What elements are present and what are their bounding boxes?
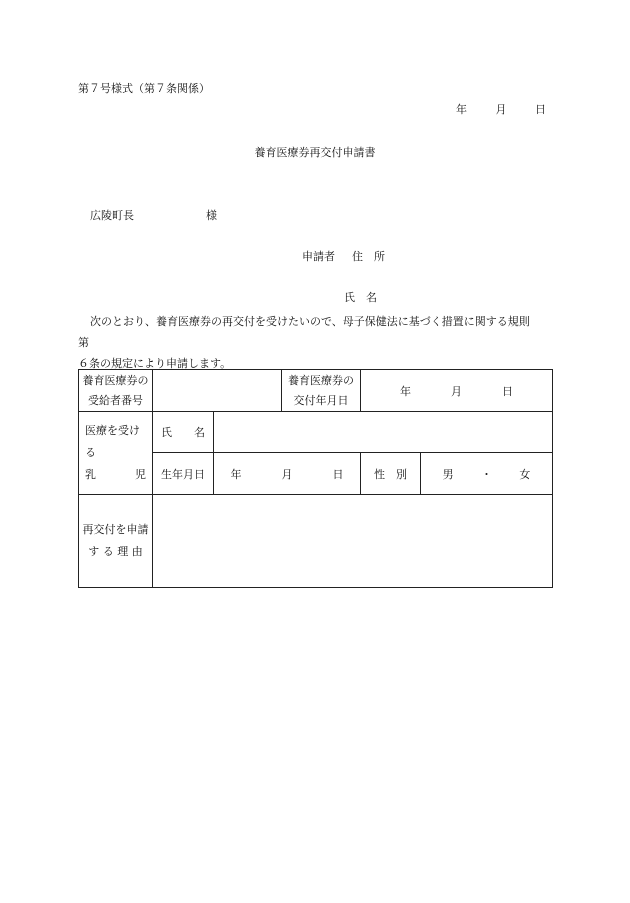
infant-name-field[interactable]: [214, 412, 553, 453]
header-date: [456, 104, 546, 115]
reason-label-2: す る 理 由: [88, 545, 143, 558]
recipient-number-label-1: 養育医療券の: [82, 373, 149, 387]
sex-separator: ・: [480, 467, 492, 481]
birthdate-day: 日: [332, 467, 344, 481]
recipient-number-label-2: 受給者番号: [88, 393, 143, 407]
sex-female[interactable]: 女: [519, 467, 531, 481]
issue-date-year: 年: [400, 384, 411, 398]
issue-date-month: 月: [451, 384, 462, 398]
infant-name-label: 氏 名: [161, 426, 205, 439]
applicant-name-label: 氏 名: [344, 291, 377, 304]
table-row-recipient: [79, 370, 553, 412]
birthdate-label: 生年月日: [161, 467, 205, 481]
sex-field[interactable]: [421, 453, 553, 495]
form-number: 第７号様式（第７条関係）: [78, 82, 210, 95]
issue-date-label-cell: [282, 370, 361, 412]
recipient-name: 広陵町長: [90, 209, 134, 222]
issue-date-day: 日: [502, 384, 513, 398]
header-date-year: 年: [456, 103, 467, 116]
sex-label-cell: [361, 453, 421, 495]
reason-label-cell: [79, 495, 153, 588]
sex-label: 性 別: [374, 467, 407, 481]
table-row-infant-name: [79, 412, 553, 453]
table-row-reason: [79, 495, 553, 588]
infant-label-cell: [79, 412, 153, 495]
infant-label-1: 医療を受ける: [85, 424, 140, 459]
header-date-month: 月: [495, 103, 507, 116]
infant-label-2b: 児: [135, 468, 146, 481]
application-table: [78, 369, 553, 588]
applicant-address-label: 住 所: [352, 250, 385, 263]
birthdate-label-cell: [153, 453, 214, 495]
birthdate-month: 月: [281, 467, 293, 481]
infant-label-2a: 乳: [85, 468, 96, 481]
recipient-number-field[interactable]: [153, 370, 282, 412]
body-text-line-1: 次のとおり、養育医療券の再交付を受けたいので、母子保健法に基づく措置に関する規則第: [78, 315, 530, 349]
reason-label-1: 再交付を申請: [82, 523, 149, 536]
infant-name-label-cell: [153, 412, 214, 453]
applicant-label: 申請者: [302, 250, 335, 263]
recipient-number-label-cell: [79, 370, 153, 412]
issue-date-field[interactable]: [361, 370, 553, 412]
applicant-address-line: [302, 251, 385, 262]
birthdate-year: 年: [230, 467, 242, 481]
body-text: [78, 311, 538, 374]
sex-male[interactable]: 男: [442, 467, 454, 481]
issue-date-label-2: 交付年月日: [293, 393, 349, 407]
reason-field[interactable]: [153, 495, 553, 588]
header-date-day: 日: [535, 103, 546, 116]
recipient-honorific: 様: [206, 209, 217, 222]
issue-date-label-1: 養育医療券の: [288, 373, 354, 387]
document-title: 養育医療券再交付申請書: [254, 146, 376, 159]
birthdate-field[interactable]: [214, 453, 361, 495]
body-text-line-2: ６条の規定により申請します。: [78, 357, 232, 370]
